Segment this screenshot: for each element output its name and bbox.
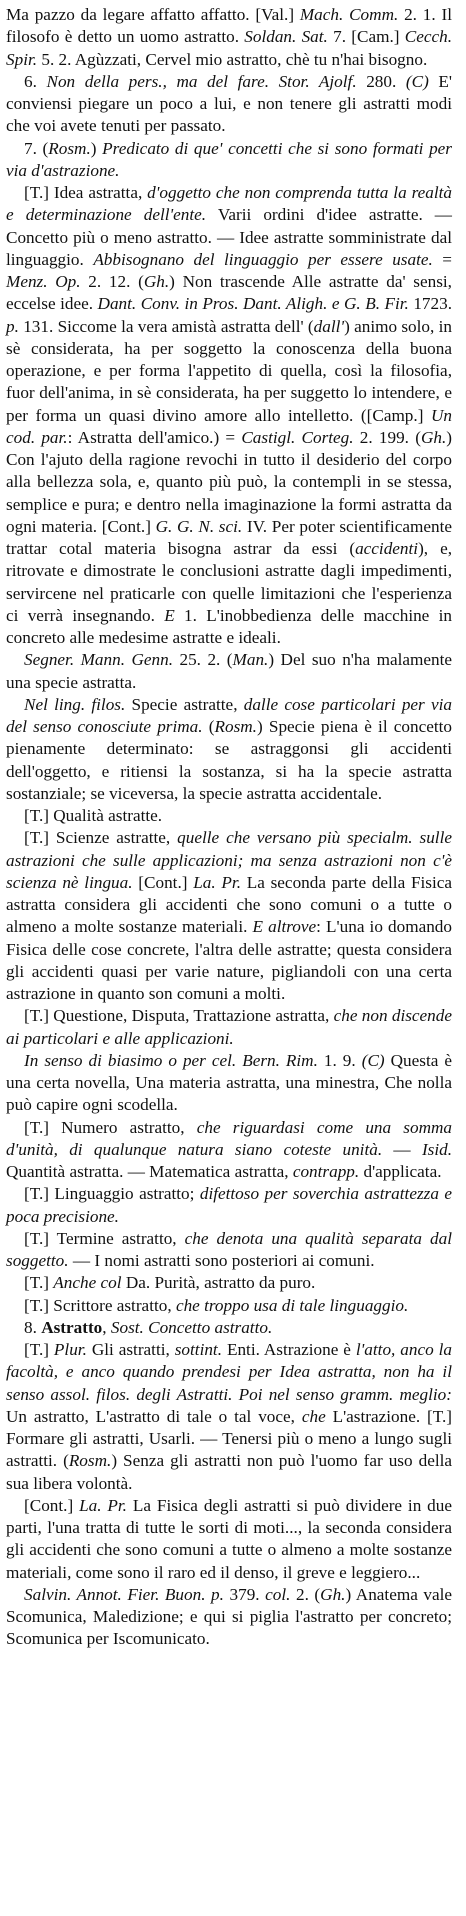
entry-paragraph: [T.] Idea astratta, d'oggetto che non comprenda tutta la realtà e determinazione dell'ente. Varii ordini d'idee astratte. — Concetto più o meno astratto. — Idee astratte somministrate dal linguaggio. Abbisognano del linguaggio per essere usate. = Menz. Op. 2. 12. (Gh.) Non trascende Alle astratte da' sensi, eccelse idee. Dant. Conv. in Pros. Dant. Aligh. e G. B. Fir. 1723. p. 131. Siccome la vera amistà astratta dell' (dall') animo solo, in sè considerata, ha per soggetto la conoscenza della buona operazione, e per forma l'appetito di quella, così la filosofia, fuor dell'anima, in sè considerata, ha per suggetto lo intendere, e per forma un quasi divino amore allo intelletto. ([Camp.] Un cod. par.: Astratta dell'amico.) = Castigl. Corteg. 2. 199. (Gh.) Con l'ajuto della ragione revochi in tutto il desiderio del corpo alla bellezza sola, e, quanto più può, la contempli in se stessa, semplice e pura; e dentro nella imaginazione la formi astratta da ogni materia. [Cont.] G. G. N. sci. IV. Per poter scientificamente trattar cotal materia bisogna astrar da essi (accidenti), e, ritrovate e dimostrate le conclusioni astratte dagli impedimenti, servircene nel praticarle con quelle limitazioni che l'esperienza ci verrà insegnando. E 1. L'inobbedienza delle macchine in concreto alle medesime astratte e ideali. — [6, 183, 453, 647]
entry-paragraph: [T.] Questione, Disputa, Trattazione astratta, che non discende ai particolari e alle applicazioni. — [6, 1006, 452, 1048]
entry-paragraph: Ma pazzo da legare affatto affatto. [Val.] Mach. Comm. 2. 1. Il filosofo è detto un uomo astratto. Soldan. Sat. 7. [Cam.] Cecch. Spir. 5. 2. Agùzzati, Cervel mio astratto, chè tu n'hai bisogno. — [6, 5, 452, 69]
entry-paragraph: [Cont.] La. Pr. La Fisica degli astratti si può dividere in due parti, l'una tratta di tutte le sorti di moti..., la seconda considera gli accidenti che sono comuni a tutte o almeno a molte sostanze materiali, come sono il raro ed il denso, il greve e leggiero... — [6, 1495, 452, 1582]
entry-paragraph: [T.] Anche col Da. Purità, astratto da puro. — [24, 1273, 316, 1293]
entry-paragraph: [T.] Scienze astratte, quelle che versano più specialm. sulle astrazioni che sulle applicazioni; ma senza astrazioni non c'è scienza nè lingua. [Cont.] La. Pr. La seconda parte della Fisica astratta considera gli accidenti che sono comuni o a tutte o almeno a molte sostanze materiali. E altrove: L'una io domando Fisica delle cose concrete, l'altra delle astratte; questa considera gli accidenti quasi per varie nature, pigliandoli con una certa astrazione in quanto son comuni a molti. — [6, 828, 453, 1003]
entry-paragraph: Nel ling. filos. Specie astratte, dalle cose particolari per via del senso conosciute prima. (Rosm.) Specie piena è il concetto pienamente determinato: se astraggonsi gli accidenti dell'oggetto, e ritiensi la sostanza, si ha la specie astratta sostanziale; se viceversa, la specie astratta accidentale. — [6, 694, 452, 803]
entry-paragraph: 7. (Rosm.) Predicato di que' concetti che si sono formati per via d'astrazione. — [6, 138, 452, 180]
entry-paragraph: 8. Astratto, Sost. Concetto astratto. — [24, 1317, 273, 1337]
entry-paragraph: [T.] Termine astratto, che denota una qualità separata dal soggetto. — I nomi astratti sono posteriori ai comuni. — [6, 1228, 452, 1270]
entry-paragraph: [T.] Linguaggio astratto; difettoso per soverchia astrattezza e poca precisione. — [6, 1184, 452, 1226]
entry-paragraph: [T.] Scrittore astratto, che troppo usa di tale linguaggio. — [24, 1295, 409, 1315]
entry-paragraph: [T.] Plur. Gli astratti, sottint. Enti. Astrazione è l'atto, anco la facoltà, e anco quando prendesi per Idea astratta, non ha il senso assol. filos. degli Astratti. Poi nel senso gramm. meglio: Un astratto, L'astratto di tale o tal voce, che L'astrazione. [T.] Formare gli astratti, Usarli. — Tenersi più o meno a lungo sugli astratti. (Rosm.) Senza gli astratti non può l'uomo far uso della sua libera volontà. — [6, 1340, 453, 1493]
entry-paragraph: [T.] Qualità astratte. — [24, 806, 163, 825]
entry-paragraph: In senso di biasimo o per cel. Bern. Rim. 1. 9. (C) Questa è una certa novella, Una materia astratta, una minestra, Che nolla può capire ogni scodella. — [6, 1050, 453, 1115]
entry-paragraph: [T.] Numero astratto, che riguardasi come una somma d'unità, di qualunque natura siano coteste unità. — Isid. Quantità astratta. — Matematica astratta, contrapp. d'applicata. — [6, 1117, 453, 1181]
entry-paragraph: 6. Non della pers., ma del fare. Stor. Ajolf. 280. (C) E' conviensi piegare un poco a lui, e non tenere gli astratti modi che voi avete tenuti per passato. — [6, 71, 452, 136]
entry-paragraph: Segner. Mann. Genn. 25. 2. (Man.) Del suo n'ha malamente una specie astratta. — [6, 650, 452, 692]
entry-paragraph: Salvin. Annot. Fier. Buon. p. 379. col. 2. (Gh.) Anatema vale Scomunica, Maledizione; e qui si piglia l'astratto per concreto; Scomunica per Iscomunicato. — [6, 1584, 453, 1649]
dictionary-entry-text — [6, 4, 452, 1651]
